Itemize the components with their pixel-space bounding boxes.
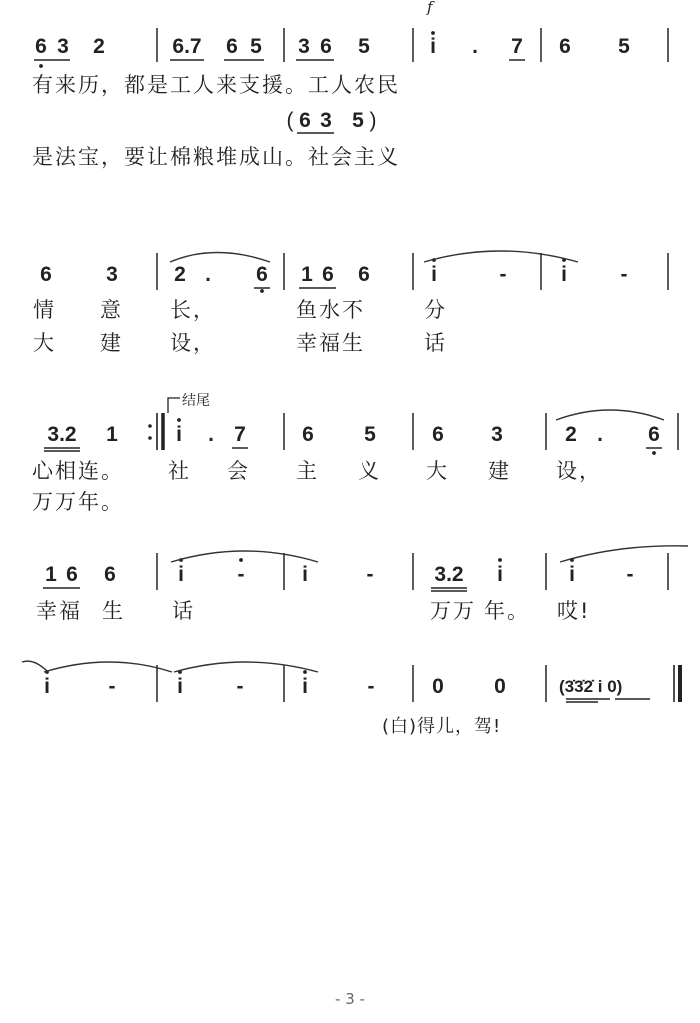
note: 2 (93, 35, 105, 58)
lyric: 心相连。 (32, 459, 124, 483)
note: . (208, 423, 214, 446)
note: 6 (40, 263, 52, 286)
octave-dot-high (431, 31, 435, 35)
note: - (620, 263, 628, 286)
lyric: 义 (358, 459, 381, 483)
note: 3.2 (434, 563, 464, 586)
note: 6 (256, 263, 268, 286)
lyric: 大 (426, 459, 449, 483)
note: 5 (364, 423, 376, 446)
note: - (236, 675, 244, 698)
note: 5 (618, 35, 630, 58)
octave-dot-high (498, 558, 502, 562)
lyric: 万万年。 (32, 490, 124, 514)
lyric: 年。 (484, 599, 530, 623)
note: i (569, 563, 575, 586)
page-number: - 3 - (335, 990, 365, 1008)
note: - (237, 563, 245, 586)
lyric: 意 (100, 298, 123, 322)
repeat-dot (148, 424, 152, 428)
note: 3 (491, 423, 503, 446)
octave-dot-high (303, 670, 307, 674)
lyric: 幸福 (36, 599, 82, 623)
note: 7 (511, 35, 523, 58)
lyric: 长， (170, 298, 216, 322)
lyric: 大 (33, 331, 56, 355)
note: 2 (174, 263, 186, 286)
note: i (302, 563, 308, 586)
tie (44, 662, 172, 672)
note: . (597, 423, 603, 446)
lyric: 万万 (430, 599, 476, 623)
lyric: 哎! (557, 599, 591, 623)
note: 5 (358, 35, 370, 58)
note: . (472, 35, 478, 58)
note: - (108, 675, 116, 698)
lyric: 建 (488, 459, 511, 483)
note: 2 (565, 423, 577, 446)
lyric: 社 (168, 459, 191, 483)
spoken-text: (白)得儿，驾! (382, 716, 502, 737)
note: i (178, 563, 184, 586)
note: 6 (226, 35, 238, 58)
note: 6 (302, 423, 314, 446)
note: 0 (494, 675, 506, 698)
note: i (302, 675, 308, 698)
note: - (626, 563, 634, 586)
lyric: 设， (556, 459, 602, 483)
tie (22, 661, 48, 672)
tie (556, 410, 664, 420)
octave-dot-low (652, 451, 656, 455)
lyric: 分 (424, 298, 447, 322)
note: 3 (106, 263, 118, 286)
octave-dot-high (177, 418, 181, 422)
note: 6 (432, 423, 444, 446)
lyric: 建 (100, 331, 123, 355)
note: 0 (432, 675, 444, 698)
lyric-line-2: 是法宝，要让棉粮堆成山。社会主义 (32, 145, 400, 169)
note: 1 (106, 423, 118, 446)
note: 6 (320, 35, 332, 58)
lyric: 主 (296, 459, 319, 483)
note: 6 (66, 563, 78, 586)
note: 6 (358, 263, 370, 286)
lyric: 设， (170, 331, 216, 355)
dynamic-forte-mark: f (427, 0, 433, 16)
note: 6.7 (172, 35, 202, 58)
note: 3.2 (47, 423, 77, 446)
tie (424, 251, 578, 262)
octave-dot-low (39, 64, 43, 68)
lyric: 情 (33, 298, 56, 322)
note: i (177, 675, 183, 698)
note: 6 (299, 109, 311, 132)
note: 6 (648, 423, 660, 446)
note: i (430, 35, 436, 58)
lyric: 幸福生 (296, 331, 365, 355)
bracketed-tail-notes: (3̇3̇2̇ i 0) (559, 677, 623, 696)
lyric: 会 (227, 459, 250, 483)
lyric-line-1: 有来历，都是工人来支援。工人农民 (32, 73, 400, 97)
bracket-close: ) (369, 109, 377, 132)
repeat-dot (148, 436, 152, 440)
octave-dot-high (239, 558, 243, 562)
note: i (176, 423, 182, 446)
note: 5 (352, 109, 364, 132)
note: 6 (559, 35, 571, 58)
note: - (499, 263, 507, 286)
note: 3 (298, 35, 310, 58)
note: i (431, 263, 437, 286)
lyric: 生 (102, 599, 125, 623)
lyric: 话 (172, 599, 195, 623)
note: - (367, 675, 375, 698)
note: - (366, 563, 374, 586)
octave-dot-low (260, 289, 264, 293)
note: i (497, 563, 503, 586)
lyric: 鱼水不 (296, 298, 365, 322)
note: . (205, 263, 211, 286)
note: 1 (301, 263, 313, 286)
note: 3 (57, 35, 69, 58)
ending-bracket (168, 398, 180, 413)
note: 7 (234, 423, 246, 446)
tie (171, 551, 318, 562)
note: 1 (45, 563, 57, 586)
tie (174, 662, 318, 672)
lyric: 话 (424, 331, 447, 355)
tie (170, 253, 270, 263)
note: i (561, 263, 567, 286)
bracket-open: ( (286, 109, 294, 132)
note: i (44, 675, 50, 698)
note: 3 (320, 109, 332, 132)
note: 6 (35, 35, 47, 58)
note: 5 (250, 35, 262, 58)
ending-label: 结尾 (182, 393, 210, 409)
note: 6 (104, 563, 116, 586)
note: 6 (322, 263, 334, 286)
